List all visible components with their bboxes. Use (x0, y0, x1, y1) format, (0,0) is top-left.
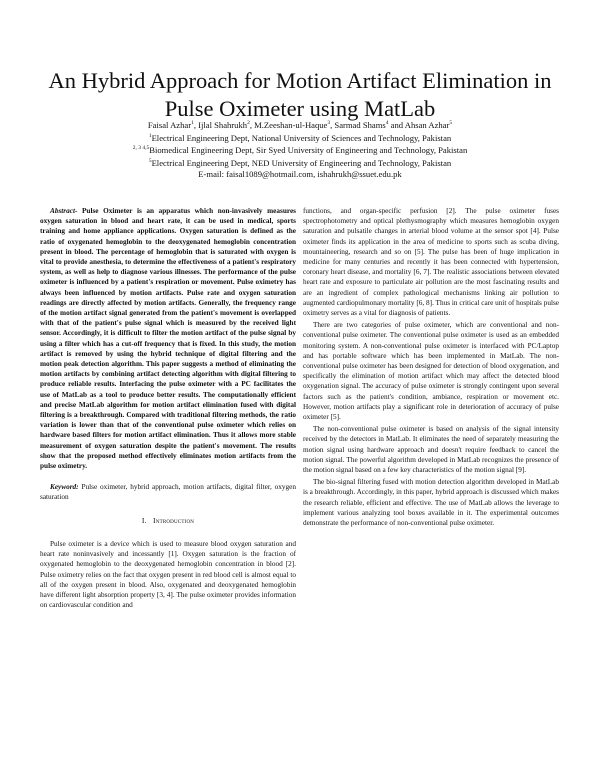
abstract (40, 206, 296, 471)
keywords-text: Pulse oximeter, hybrid approach, motion artifacts, digital filter, oxygen saturation (40, 483, 296, 502)
author-name: Ahsan Azhar (404, 119, 450, 130)
affiliation-line (30, 131, 570, 144)
section-title: Introduction (153, 515, 195, 525)
author-separator: , (249, 119, 255, 130)
paper-title: An Hybrid Approach for Motion Artifact Elimination in Pulse Oximeter using MatLab (48, 68, 552, 122)
affiliation-line (30, 143, 570, 156)
body-paragraph: Pulse oximeter is a device which is used to measure blood oxygen saturation and heart rate noninvasively and incessantly [1]. Oxygen saturation is the fraction of oxygenated hemoglobin to the deoxygenated hemoglobin concentration in blood [2]. Pulse oximetry relies on the fact that oxygen present in red blood cell is almost equal to all of the oxygen present in blood. Also, oxygenated and deoxygenated hemoglobin have different light absorption property [3, 4]. The pulse oximeter provides information on cardiovascular condition and (40, 539, 296, 610)
affiliation-line (30, 156, 570, 169)
author-separator: , (193, 119, 199, 130)
author-block (30, 118, 570, 179)
affiliation-sup: 2, 3 4,5 (132, 145, 150, 152)
author-name: Sarmad Shams (334, 119, 386, 130)
author-separator: , (330, 119, 335, 130)
right-column (303, 206, 559, 530)
abstract-label: Abstract- (50, 207, 78, 215)
section-heading (40, 516, 296, 526)
affiliation-sup: 5 (148, 157, 152, 164)
body-paragraph: There are two categories of pulse oximeter, which are conventional and non-conventional pulse oximeter. The conventional pulse oximeter is used as an embedded monitoring system. A non-conventional pulse oximeter is interfaced with PC/Laptop and has portable software which has been implemented in MatLab. The non-conventional pulse oximeter has been designed for detection of blood oxygenation, and specifically the elimination of motion artifact which may affect the detected blood oxygenation signal. The accuracy of pulse oximeter is strongly contingent upon several factors such as the patient's condition, ambiance, respiration or movement etc. However, motion artifacts play a significant role in deterioration of accuracy of pulse oximeter [5]. (303, 321, 559, 422)
abstract-text: Pulse Oximeter is an apparatus which non-invasively measures oxygen saturation in blood and heart rate, it can be used in medical, sports training and home appliance applications. Oxygen saturation is defined as the ratio of oxygenated hemoglobin to the deoxygenated hemoglobin concentration present in blood. The percentage of hemoglobin that is saturated with oxygen is vital to provide anesthesia, to determine the effectiveness of a patient's respiratory system, as well as help to diagnose various illnesses. The performance of the pulse oximeter is influenced by a patient's respiration or movement. Pulse oximetry has always been influenced by motion artifacts. Pulse rate and oxygen saturation readings are directly affected by motion artifacts. Generally, the frequency range of the motion artifact signal generated from the patient's movement is overlapped with that of the patient's pulse signal which is measured by the received light sensor. Accordingly, it is difficult to filter the motion artifact of the pulse signal by using a filter which has a cut-off frequency that is fixed. In this study, the motion artifact is removed by using the hybrid technique of digital filtering and the motion peak detection algorithm. This paper suggests a method of eliminating the motion artifacts by combining artifact detecting algorithm with digital filtering to produce reliable results. Interfacing the pulse oximeter with a PC facilitates the use of MatLab as a tool to produce better results. The computationally efficient and precise MatLab algorithm for motion artifact elimination fused with digital filtering is a breakthrough. Compared with traditional filtering methods, the ratio variation is lower than that of the conventional pulse oximeter which relies on hardware based filters for motion artifact elimination. Thus it allows more stable measurement of oxygen saturation despite the patient's movement. The results show that the proposed method effectively eliminates motion artifacts from the pulse oximetry. (40, 207, 296, 471)
keywords-label: Keyword: (50, 483, 79, 492)
author-sup: 3 (327, 120, 331, 126)
author-sup: 4 (385, 120, 389, 126)
author-sup: 1 (191, 120, 194, 126)
body-paragraph: The non-conventional pulse oximeter is based on analysis of the signal intensity received by the detectors in MatLab. It eliminates the need of separately measuring the motion signal using hardware approach and doesn't require feedback to cancel the motion signal. The powerful algorithm developed in MatLab recognizes the presence of the motion signal based on a few key characteristics of the motion signal [9]. (303, 425, 559, 475)
affiliation-text: Electrical Engineering Dept, NED University of Engineering and Technology, Pakistan (151, 157, 452, 168)
section-number: I. (141, 515, 147, 525)
email-line: E-mail: faisal1089@hotmail.com, ishahrukh@ssuet.edu.pk (198, 168, 402, 179)
body-paragraph: The bio-signal filtering fused with motion detection algorithm developed in MatLab is a breakthrough. Accordingly, in this paper, hybrid approach is discussed which makes the research reliable, efficient and effective. The use of MatLab allows the leverage to implement various analyzing tool boxes available in it. The experimental outcomes demonstrate the performance of non-conventional pulse oximeter. (303, 478, 559, 528)
author-name: Faisal Azhar (147, 119, 192, 130)
keywords (40, 482, 296, 502)
left-column (40, 206, 296, 612)
affiliation-text: Electrical Engineering Dept, National University of Sciences and Technology, Pakistan (151, 132, 452, 143)
author-name: Ijlal Shahrukh (198, 119, 248, 130)
affiliation-text: Biomedical Engineering Dept, Sir Syed University of Engineering and Technology, Pakistan (149, 145, 468, 156)
body-paragraph: functions, and organ-specific perfusion [2]. The pulse oximeter fuses spectrophotometry and optical plethysmography which measures hemoglobin oxygen saturation and pulsatile changes in arterial blood volume at the sensor spot [4]. Pulse oximeter finds its application in the area of medicine to sports such as scuba diving, mountaineering, research and so on [5]. The pulse has been of huge implication in medicine for many centuries and recently it has been connected with hypertension, coronary heart disease, and mortality [6, 7]. The realistic associations between elevated heart rate and exposure to particulate air pollution are the most fascinating results and are an ingredient of complex pathological mechanisms linking air pollution to augmented cardiopulmonary mortality [6, 8]. Thus in critical care unit of hospitals pulse oximetry serves as a vital for diagnosis of patients. (303, 207, 559, 318)
author-sup: 5 (449, 120, 453, 126)
author-list (30, 118, 570, 131)
affiliation-sup: 1 (148, 132, 152, 139)
author-separator: and (388, 119, 405, 130)
author-sup: 2 (247, 120, 250, 126)
author-name: M.Zeeshan-ul-Haque (254, 119, 328, 130)
